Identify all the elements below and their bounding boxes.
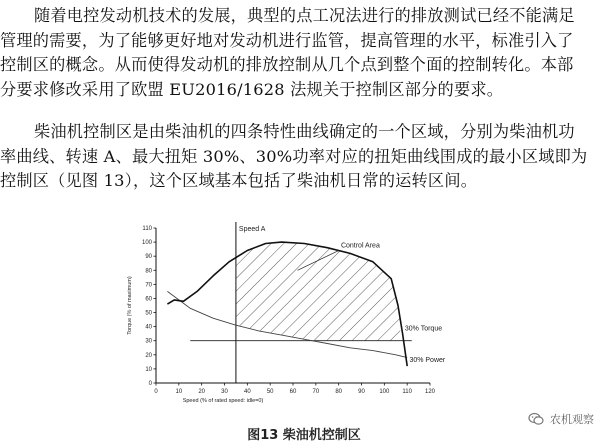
paragraph-diesel-control-area — [0, 120, 608, 194]
x-tick-label: 20 — [198, 389, 206, 395]
x-tick-label: 40 — [243, 389, 251, 395]
x-tick-label: 110 — [402, 389, 412, 395]
y-tick-label: 20 — [145, 352, 152, 359]
x-tick-label: 90 — [358, 389, 365, 395]
x-tick-label: 50 — [266, 389, 274, 395]
y-tick-label: 40 — [145, 324, 152, 331]
y-tick-label: 0 — [148, 381, 152, 387]
y-tick-label: 80 — [145, 268, 152, 275]
figure-caption: 图13 柴油机控制区 — [247, 428, 361, 443]
y-tick-label: 70 — [145, 282, 152, 289]
y-tick-label: 100 — [141, 240, 152, 247]
control-area-hatch — [236, 242, 400, 341]
control-area-chart — [118, 218, 448, 408]
text-line: 控制区（见图 13），这个区域基本包括了柴油机日常的运转区间。 — [0, 171, 478, 190]
y-tick-label: 10 — [145, 366, 152, 373]
chart-svg — [118, 218, 448, 408]
power-30-label: 30% Power — [409, 357, 446, 365]
x-tick-label: 60 — [289, 389, 297, 395]
y-tick-label: 60 — [145, 296, 152, 303]
text-line: 随着电控发动机技术的发展，典型的点工况法进行的排放测试已经不能满足 — [34, 6, 575, 25]
paragraph-control-area-intro — [0, 4, 608, 102]
x-tick-label: 30 — [221, 389, 228, 395]
text-line: 率曲线、转速 A、最大扭矩 30%、30%功率对应的扭矩曲线围成的最小区域即为 — [0, 146, 588, 166]
y-tick-label: 90 — [145, 254, 152, 261]
y-axis-label: Torque (% of maximum) — [127, 276, 133, 335]
x-tick-label: 0 — [154, 389, 158, 395]
speed-a-label: Speed A — [238, 226, 266, 233]
text-line: 控制区的概念。从而使得发动机的排放控制从几个点到整个面的控制转化。本部 — [0, 55, 574, 74]
watermark — [528, 411, 594, 427]
text-line: 管理的需要，为了能够更好地对发动机进行监管，提高管理的水平，标准引入了 — [0, 30, 574, 50]
control-area-label: Control Area — [340, 242, 380, 250]
x-tick-label: 70 — [312, 389, 320, 395]
x-axis-label: Speed (% of rated speed: idle=0) — [182, 398, 264, 404]
x-tick-label: 10 — [175, 389, 183, 395]
watermark-text: 农机观察 — [550, 413, 594, 426]
x-tick-label: 80 — [335, 389, 343, 395]
y-tick-label: 30 — [145, 338, 152, 345]
text-line: 分要求修改采用了欧盟 EU2016/1628 法规关于控制区部分的要求。 — [0, 79, 504, 99]
x-tick-label: 120 — [424, 389, 436, 395]
torque-30-label: 30% Torque — [404, 325, 443, 333]
x-tick-label: 100 — [379, 389, 390, 395]
y-tick-label: 110 — [142, 226, 152, 232]
y-tick-label: 50 — [145, 310, 152, 317]
text-line: 柴油机控制区是由柴油机的四条特性曲线确定的一个区域，分别为柴油机功 — [34, 122, 575, 141]
wechat-icon — [528, 411, 544, 427]
